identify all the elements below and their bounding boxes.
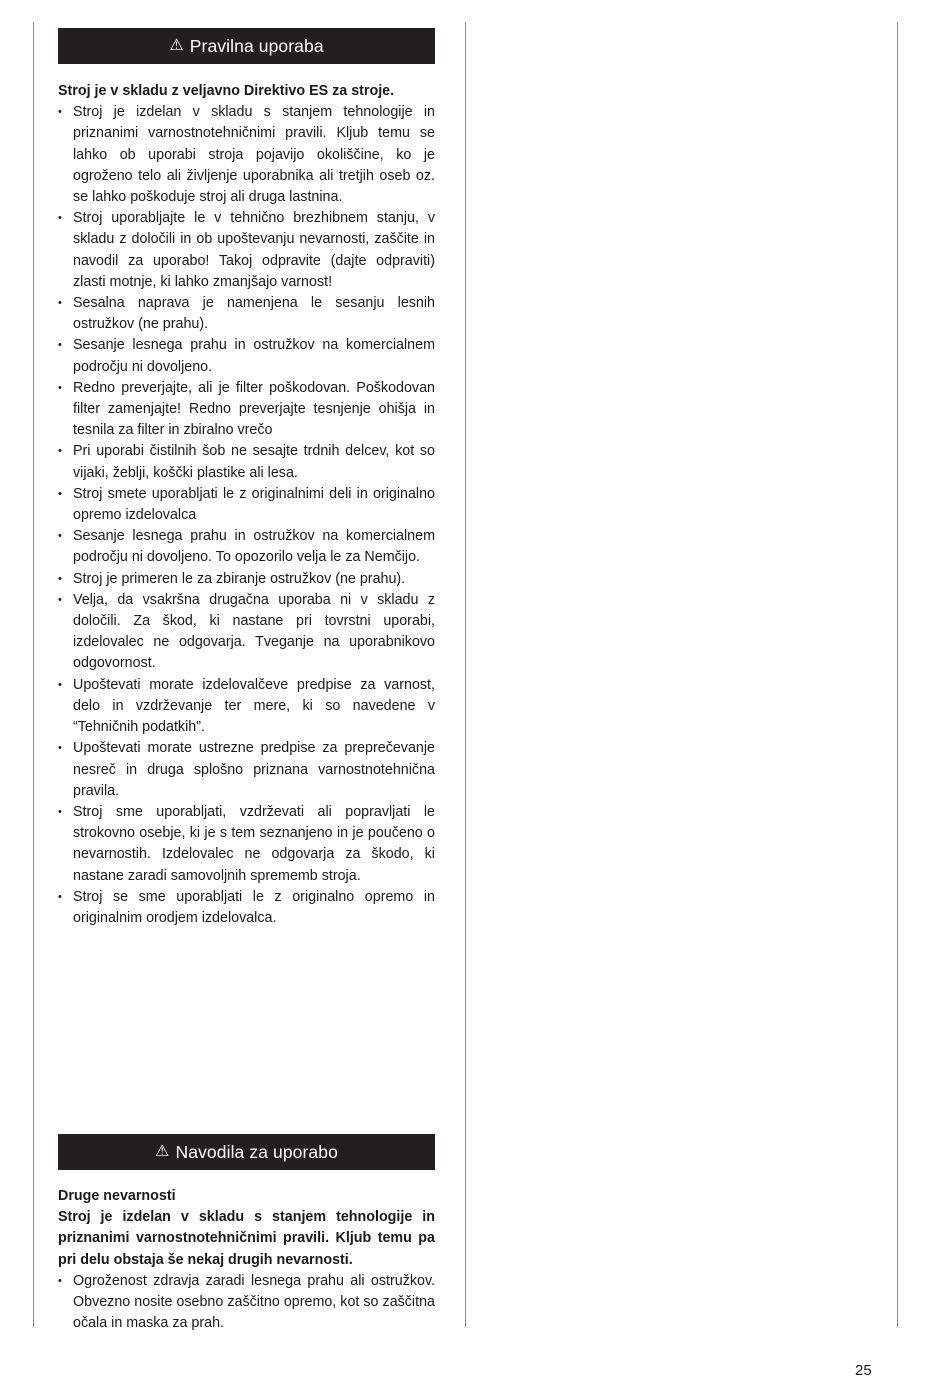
section-proper-use bbox=[58, 28, 435, 929]
column-rule-middle bbox=[465, 22, 466, 1327]
bullet-list bbox=[58, 102, 435, 929]
section-subheading: Druge nevarnosti bbox=[58, 1188, 176, 1204]
list-item: • Velja, da vsakršna drugačna uporaba ni v skladu z določili. Za škod, ki nastane pri tovrstni uporabi, izdelovalec ne odgovarja. Tveganje na uporabnikovo odgovornost. bbox=[58, 590, 435, 675]
list-item: • Stroj je izdelan v skladu s stanjem tehnologije in priznanimi varnostnotehničnimi pravili. Kljub temu se lahko ob uporabi stroja pojavijo okoliščine, ko je ogroženo telo ali življenje uporabnika ali tretjih oseb oz. se lahko poškoduje stroj ali druga lastnina. bbox=[58, 102, 435, 208]
warning-triangle-icon: ⚠ bbox=[155, 1143, 170, 1160]
section-header-instructions bbox=[58, 1134, 435, 1170]
list-item: • Stroj sme uporabljati, vzdrževati ali popravljati le strokovno osebje, ki je s tem seznanjeno in je poučeno o nevarnostih. Izdelovalec ne odgovarja za škodo, ki nastane zaradi samovoljnih sprememb stroja. bbox=[58, 802, 435, 887]
section-lead: Stroj je izdelan v skladu s stanjem tehnologije in priznanimi varnostnotehničnimi pravili. Kljub temu pa pri delu obstaja še nekaj drugih nevarnosti. bbox=[58, 1209, 435, 1268]
column-rule-right bbox=[897, 22, 898, 1327]
list-item: • Pri uporabi čistilnih šob ne sesajte trdnih delcev, kot so vijaki, žeblji, koščki plastike ali lesa. bbox=[58, 441, 435, 483]
page-number: 25 bbox=[855, 1362, 872, 1379]
section-lead: Stroj je v skladu z veljavno Direktivo ES za stroje. bbox=[58, 83, 395, 99]
section-body bbox=[58, 1186, 435, 1334]
warning-triangle-icon: ⚠ bbox=[169, 37, 184, 54]
bullet-list bbox=[58, 1271, 435, 1335]
list-item: • Ogroženost zdravja zaradi lesnega prahu ali ostružkov. Obvezno nosite osebno zaščitno opremo, kot so zaščitna očala in maska za prah. bbox=[58, 1271, 435, 1335]
list-item: • Stroj je primeren le za zbiranje ostružkov (ne prahu). bbox=[58, 569, 435, 590]
list-item: • Sesanje lesnega prahu in ostružkov na komercialnem področju ni dovoljeno. To opozorilo velja le za Nemčijo. bbox=[58, 526, 435, 568]
section-title: Pravilna uporaba bbox=[189, 35, 324, 56]
section-title: Navodila za uporabo bbox=[175, 1141, 338, 1162]
list-item: • Sesanje lesnega prahu in ostružkov na komercialnem področju ni dovoljeno. bbox=[58, 335, 435, 377]
list-item: • Sesalna naprava je namenjena le sesanju lesnih ostružkov (ne prahu). bbox=[58, 293, 435, 335]
list-item: • Upoštevati morate ustrezne predpise za preprečevanje nesreč in druga splošno priznana varnostnotehnična pravila. bbox=[58, 738, 435, 802]
list-item: • Redno preverjajte, ali je filter poškodovan. Poškodovan filter zamenjajte! Redno preverjajte tesnjenje ohišja in tesnila za filter in zbiralno vrečo bbox=[58, 378, 435, 442]
section-body bbox=[58, 81, 435, 929]
list-item: • Upoštevati morate izdelovalčeve predpise za varnost, delo in vzdrževanje ter mere, ki so navedene v “Tehničnih podatkih”. bbox=[58, 675, 435, 739]
section-instructions bbox=[58, 1134, 435, 1334]
list-item: • Stroj se sme uporabljati le z originalno opremo in originalnim orodjem izdelovalca. bbox=[58, 887, 435, 929]
section-header-proper-use bbox=[58, 28, 435, 64]
list-item: • Stroj uporabljajte le v tehnično brezhibnem stanju, v skladu z določili in ob upoštevanju nevarnosti, zaščite in navodil za uporabo! Takoj odpravite (dajte odpraviti) zlasti motnje, ki lahko zmanjšajo varnost! bbox=[58, 208, 435, 293]
column-rule-left bbox=[33, 22, 34, 1327]
list-item: • Stroj smete uporabljati le z originalnimi deli in originalno opremo izdelovalca bbox=[58, 484, 435, 526]
